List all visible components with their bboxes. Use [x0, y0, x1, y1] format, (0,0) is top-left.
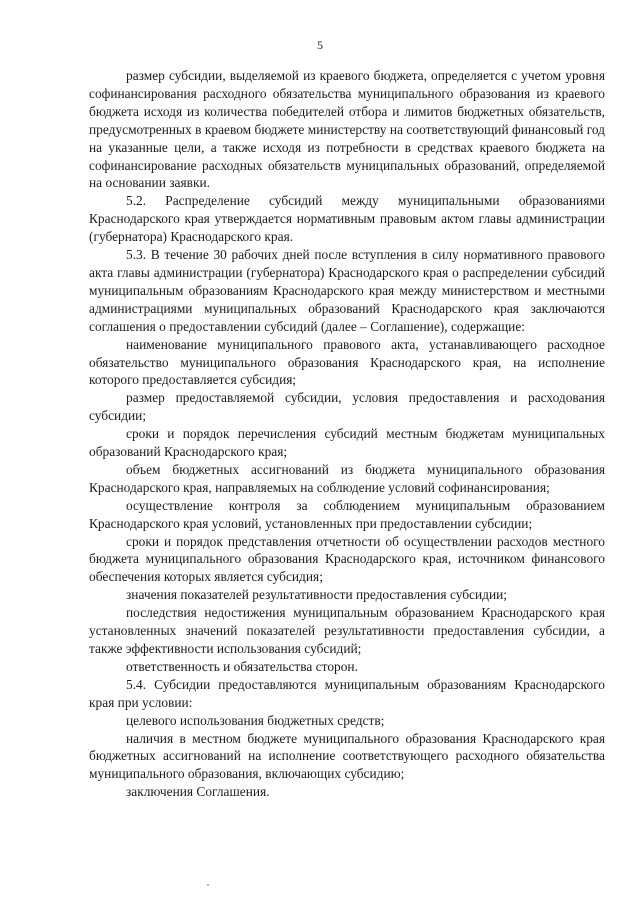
list-item-performance-indicators: значения показателей результативности предоставления субсидии; [126, 587, 508, 603]
scan-speck [207, 884, 209, 886]
list-item-budget-allocations: объем бюджетных ассигнований из бюджета муниципального образования Краснодарского края, направляемых на соблюдение условий софинансирования; [89, 461, 605, 495]
list-item-subsidy-amount: размер предоставляемой субсидии, условия предоставления и расходования субсидии; [89, 390, 605, 424]
paragraph-5-4: 5.4. Субсидии предоставляются муниципальным образованиям Краснодарского края при условии: [89, 676, 605, 710]
document-body [89, 67, 605, 801]
paragraph-5-2: 5.2. Распределение субсидий между муниципальными образованиями Краснодарского края утверждается нормативным правовым актом главы администрации (губернатора) Краснодарского края. [89, 193, 605, 245]
page-number: 5 [317, 38, 323, 52]
list-item-responsibility: ответственность и обязательства сторон. [126, 658, 358, 674]
list-item-transfer-terms: сроки и порядок перечисления субсидий местным бюджетам муниципальных образований Краснодарского края; [89, 426, 605, 460]
list-item-legal-act: наименование муниципального правового акта, устанавливающего расходное обязательство муниципального образования Краснодарского края, на исполнение которого предоставляется субсидия; [89, 336, 605, 388]
list-item-targeted-use: целевого использования бюджетных средств; [126, 712, 385, 728]
list-item-agreement: заключения Соглашения. [126, 784, 270, 800]
list-item-budget-availability: наличия в местном бюджете муниципального образования Краснодарского края бюджетных ассигнований на исполнение соответствующего расходного обязательства муниципального образования, включающих субсидию; [89, 730, 605, 782]
paragraph-subsidy-size: размер субсидии, выделяемой из краевого бюджета, определяется с учетом уровня софинансирования расходного обязательства муниципального образования из краевого бюджета исходя из количества победителей отбора и лимитов бюджетных обязательств, предусмотренных в краевом бюджете министерству на соответствующий финансовый год на указанные цели, а также исходя из потребности в средствах краевого бюджета на софинансирование расходных обязательств муниципальных образований, определяемой на основании заявки. [89, 68, 605, 191]
list-item-consequences: последствия недостижения муниципальным образованием Краснодарского края установленных значений показателей результативности предоставления субсидии, а также эффективности использования субсидий; [89, 605, 605, 656]
list-item-compliance-control: осуществление контроля за соблюдением муниципальным образованием Краснодарского края условий, установленных при предоставлении субсидии; [89, 497, 605, 531]
list-item-reporting: сроки и порядок представления отчетности об осуществлении расходов местного бюджета муниципального образования Краснодарского края, источником финансового обеспечения которых является субсидия; [89, 533, 605, 585]
paragraph-5-3: 5.3. В течение 30 рабочих дней после вступления в силу нормативного правового акта главы администрации (губернатора) Краснодарского края о распределении субсидий муниципальным образованиям Краснодарского края между министерством и местными администрациями муниципальных образований Краснодарского края заключаются соглашения о предоставлении субсидий (далее – Соглашение), содержащие: [89, 247, 605, 334]
